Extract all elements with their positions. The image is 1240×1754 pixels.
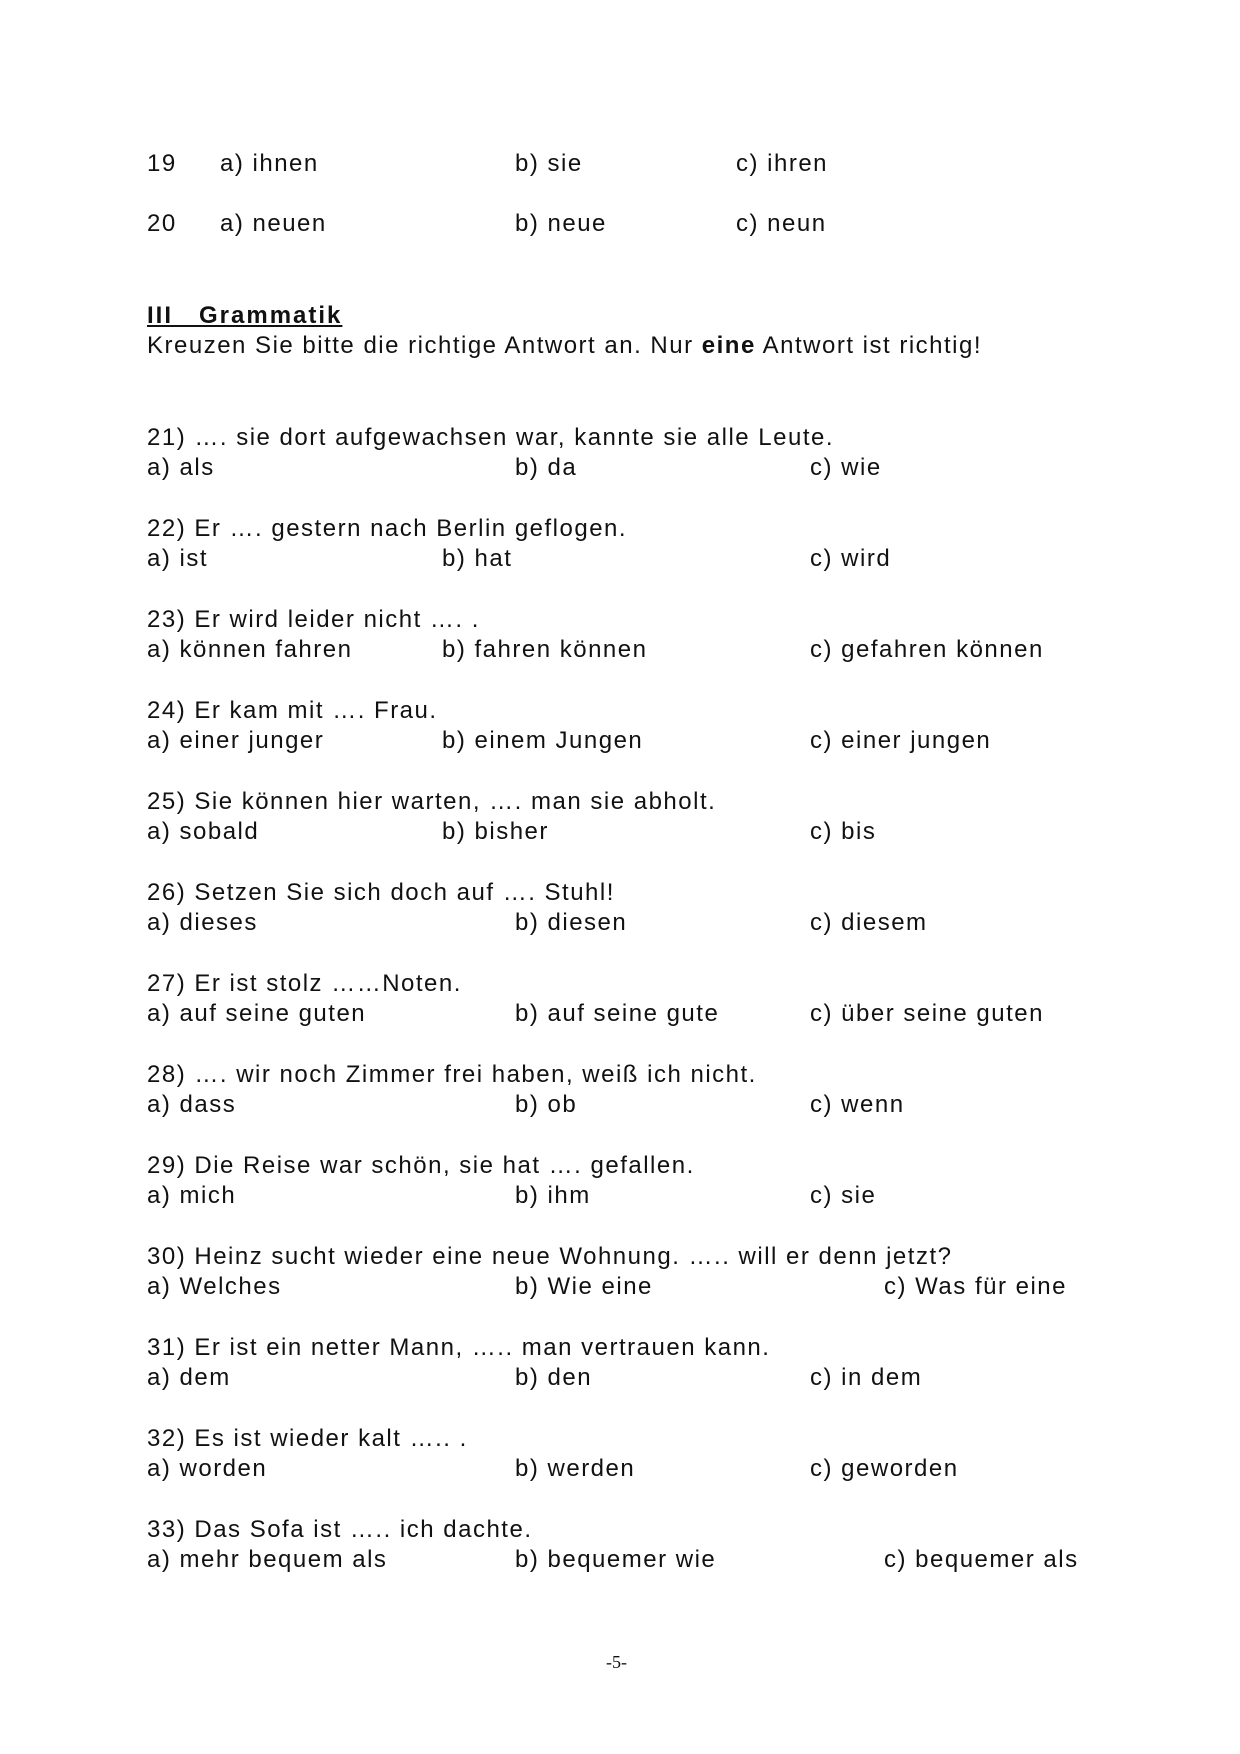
option-c[interactable]: c) Was für eine [884, 1273, 1067, 1300]
option-b[interactable]: b) auf seine gute [515, 1000, 720, 1027]
question-text: 31) Er ist ein netter Mann, ….. man vertrauen kann. [147, 1334, 771, 1361]
option-a[interactable]: a) worden [147, 1455, 268, 1482]
option-c[interactable]: c) ihren [736, 150, 829, 177]
question-text: 21) …. sie dort aufgewachsen war, kannte sie alle Leute. [147, 424, 835, 451]
option-a[interactable]: a) neuen [220, 210, 327, 237]
option-b[interactable]: b) einem Jungen [442, 727, 644, 754]
option-c[interactable]: c) wird [810, 545, 892, 572]
page-number: -5- [606, 1652, 627, 1672]
question-text: 25) Sie können hier warten, …. man sie abholt. [147, 788, 717, 815]
option-a[interactable]: a) einer junger [147, 727, 325, 754]
question-text: 24) Er kam mit …. Frau. [147, 697, 438, 724]
option-c[interactable]: c) geworden [810, 1455, 959, 1482]
option-a[interactable]: a) sobald [147, 818, 260, 845]
option-b[interactable]: b) ihm [515, 1182, 591, 1209]
option-c[interactable]: c) in dem [810, 1364, 923, 1391]
instruction-pre: Kreuzen Sie bitte die richtige Antwort an. Nur [147, 332, 702, 359]
item-number: 19 [147, 150, 177, 177]
option-a[interactable]: a) mehr bequem als [147, 1546, 388, 1573]
option-c[interactable]: c) neun [736, 210, 827, 237]
question-text: 32) Es ist wieder kalt ….. . [147, 1425, 468, 1452]
option-a[interactable]: a) dieses [147, 909, 258, 936]
option-a[interactable]: a) ist [147, 545, 209, 572]
option-b[interactable]: b) neue [515, 210, 607, 237]
option-b[interactable]: b) bequemer wie [515, 1546, 717, 1573]
instruction-post: Antwort ist richtig! [755, 332, 983, 359]
option-c[interactable]: c) über seine guten [810, 1000, 1044, 1027]
instruction-bold: eine [701, 332, 756, 359]
instruction-text [147, 332, 982, 360]
option-b[interactable]: b) werden [515, 1455, 636, 1482]
option-b[interactable]: b) da [515, 454, 578, 481]
option-b[interactable]: b) den [515, 1364, 593, 1391]
option-c[interactable]: c) einer jungen [810, 727, 992, 754]
option-a[interactable]: a) auf seine guten [147, 1000, 367, 1027]
option-c[interactable]: c) diesem [810, 909, 928, 936]
option-a[interactable]: a) dass [147, 1091, 237, 1118]
section-heading: III Grammatik [147, 302, 343, 329]
option-c[interactable]: c) wie [810, 454, 882, 481]
question-text: 28) …. wir noch Zimmer frei haben, weiß ich nicht. [147, 1061, 757, 1088]
option-b[interactable]: b) hat [442, 545, 513, 572]
option-b[interactable]: b) bisher [442, 818, 549, 845]
question-text: 33) Das Sofa ist ….. ich dachte. [147, 1516, 533, 1543]
option-b[interactable]: b) sie [515, 150, 583, 177]
option-a[interactable]: a) als [147, 454, 215, 481]
question-text: 27) Er ist stolz ……Noten. [147, 970, 462, 997]
option-a[interactable]: a) Welches [147, 1273, 282, 1300]
option-b[interactable]: b) ob [515, 1091, 578, 1118]
option-a[interactable]: a) ihnen [220, 150, 319, 177]
question-text: 22) Er …. gestern nach Berlin geflogen. [147, 515, 628, 542]
question-text: 23) Er wird leider nicht …. . [147, 606, 480, 633]
question-text: 29) Die Reise war schön, sie hat …. gefallen. [147, 1152, 695, 1179]
question-text: 26) Setzen Sie sich doch auf …. Stuhl! [147, 879, 615, 906]
option-b[interactable]: b) diesen [515, 909, 628, 936]
option-c[interactable]: c) wenn [810, 1091, 905, 1118]
option-a[interactable]: a) können fahren [147, 636, 353, 663]
option-c[interactable]: c) bis [810, 818, 877, 845]
question-text: 30) Heinz sucht wieder eine neue Wohnung. ….. will er denn jetzt? [147, 1243, 953, 1270]
option-a[interactable]: a) dem [147, 1364, 231, 1391]
option-c[interactable]: c) bequemer als [884, 1546, 1079, 1573]
option-b[interactable]: b) fahren können [442, 636, 648, 663]
option-c[interactable]: c) sie [810, 1182, 877, 1209]
option-b[interactable]: b) Wie eine [515, 1273, 653, 1300]
option-c[interactable]: c) gefahren können [810, 636, 1044, 663]
item-number: 20 [147, 210, 177, 237]
option-a[interactable]: a) mich [147, 1182, 237, 1209]
